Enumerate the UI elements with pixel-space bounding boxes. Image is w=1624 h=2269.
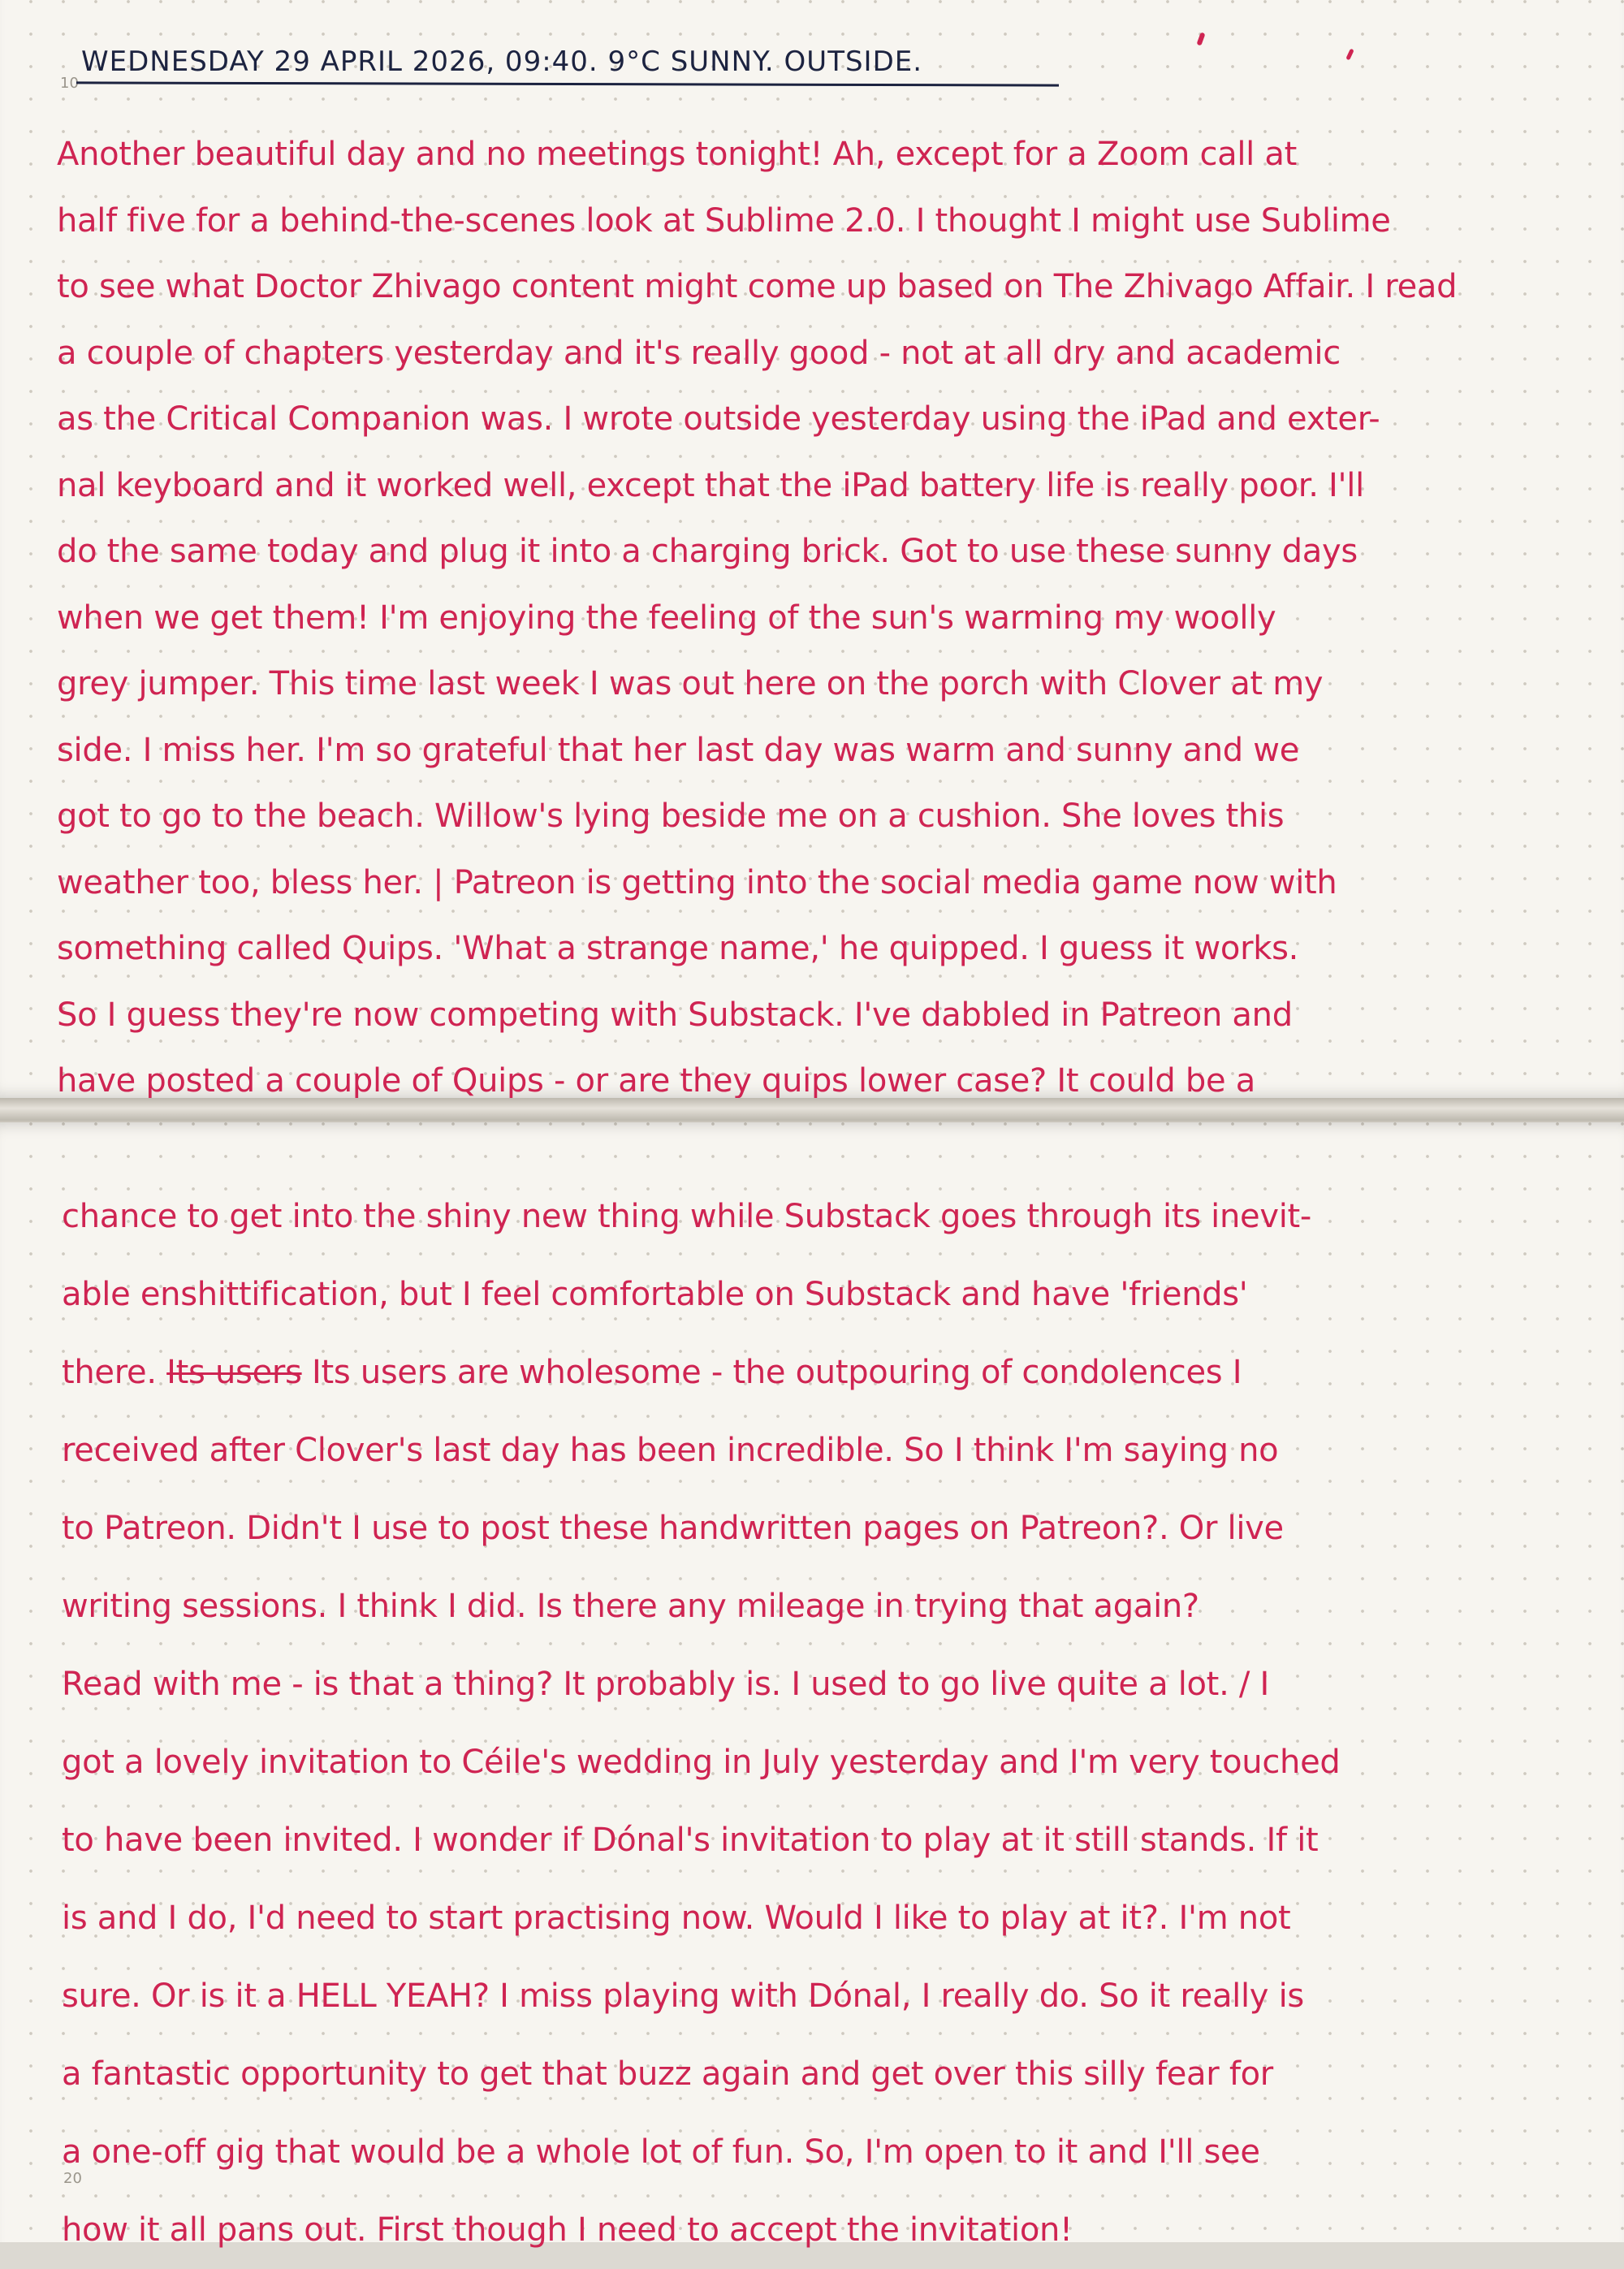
text-line: a fantastic opportunity to get that buzz again and get over this silly fear for <box>62 2055 1273 2093</box>
text-line: to Patreon. Didn't I use to post these handwritten pages on Patreon?. Or live <box>62 1510 1284 1547</box>
text-line: Read with me - is that a thing? It probably is. I used to go live quite a lot. / I <box>62 1666 1269 1703</box>
text-line: when we get them! I'm enjoying the feeling of the sun's warming my woolly <box>57 599 1276 637</box>
notebook-gutter <box>0 1098 1624 1121</box>
text-line: side. I miss her. I'm so grateful that her last day was warm and sunny and we <box>57 731 1300 769</box>
page-number-bottom: 20 <box>63 2170 82 2187</box>
journal-page-top <box>0 0 1624 1100</box>
text-line: So I guess they're now competing with Substack. I've dabbled in Patreon and <box>57 996 1293 1034</box>
text-line-start: there. <box>62 1354 167 1391</box>
text-line: grey jumper. This time last week I was out here on the porch with Clover at my <box>57 665 1324 702</box>
text-line: is and I do, I'd need to start practising now. Would I like to play at it?. I'm not <box>62 1899 1291 1937</box>
text-line: to have been invited. I wonder if Dónal's invitation to play at it still stands. If it <box>62 1822 1319 1859</box>
text-line: sure. Or is it a HELL YEAH? I miss playing with Dónal, I really do. So it really is <box>62 1977 1304 2015</box>
text-line: nal keyboard and it worked well, except that the iPad battery life is really poor. I'll <box>57 466 1364 504</box>
entry-header: WEDNESDAY 29 APRIL 2026, 09:40. 9°C SUNNY. OUTSIDE. <box>81 45 923 78</box>
text-line: how it all pans out. First though I need to accept the invitation! <box>62 2211 1073 2249</box>
text-line: half five for a behind-the-scenes look at Sublime 2.0. I thought I might use Sublime <box>57 201 1391 240</box>
ink-blot <box>1345 49 1354 61</box>
text-line-rest: Its users are wholesome - the outpouring of condolences I <box>301 1354 1242 1391</box>
text-line: able enshittification, but I feel comfortable on Substack and have 'friends' <box>62 1276 1248 1313</box>
page-number-top: 10 <box>60 75 79 92</box>
ink-blot <box>1196 32 1205 45</box>
text-line: writing sessions. I think I did. Is there any mileage in trying that again? <box>62 1588 1199 1625</box>
header-underline <box>76 81 1059 86</box>
top-page-text <box>57 122 1583 1100</box>
text-line: got to go to the beach. Willow's lying beside me on a cushion. She loves this <box>57 797 1285 835</box>
text-line: as the Critical Companion was. I wrote outside yesterday using the iPad and exter- <box>57 400 1380 438</box>
text-line: got a lovely invitation to Céile's wedding in July yesterday and I'm very touched <box>62 1744 1341 1781</box>
text-line: a couple of chapters yesterday and it's really good - not at all dry and academic <box>57 334 1341 372</box>
text-line <box>62 1333 1588 1411</box>
text-line: a one-off gig that would be a whole lot of fun. So, I'm open to it and I'll see <box>62 2133 1260 2171</box>
text-line: chance to get into the shiny new thing while Substack goes through its inevit- <box>62 1198 1312 1235</box>
text-line: Another beautiful day and no meetings tonight! Ah, except for a Zoom call at <box>57 136 1298 173</box>
text-line: received after Clover's last day has been incredible. So I think I'm saying no <box>62 1432 1279 1469</box>
text-line: to see what Doctor Zhivago content might come up based on The Zhivago Affair. I read <box>57 268 1458 305</box>
text-line: have posted a couple of Quips - or are they quips lower case? It could be a <box>57 1062 1255 1100</box>
text-line: do the same today and plug it into a charging brick. Got to use these sunny days <box>57 533 1358 570</box>
crossed-out-text: Its users <box>166 1354 302 1391</box>
bottom-page-text <box>62 1178 1588 2269</box>
text-line: something called Quips. 'What a strange name,' he quipped. I guess it works. <box>57 930 1299 967</box>
text-line: weather too, bless her. | Patreon is getting into the social media game now with <box>57 863 1337 901</box>
